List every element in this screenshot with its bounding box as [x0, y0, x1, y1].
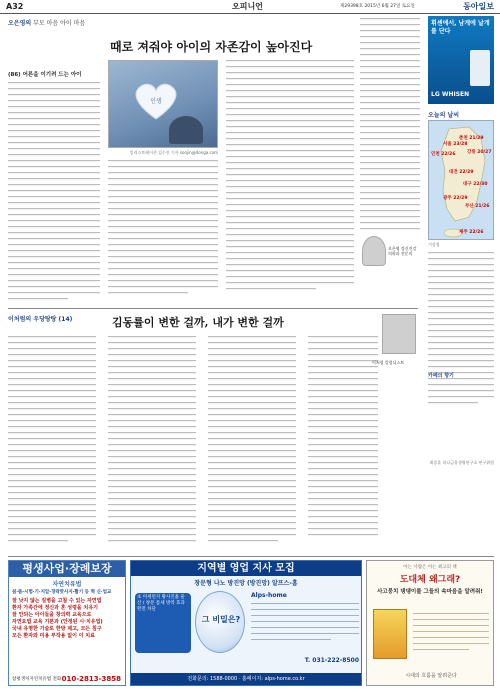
- photo-caption: 일러스트레이션 김수진 기자 soojin@donga.com: [129, 150, 218, 155]
- ad-left-org: 참평생처자연치유법 전화: [12, 677, 62, 682]
- ad-right-subtitle: 시대의 흐름을 알려준다: [405, 673, 457, 679]
- ad-text-lines: [251, 599, 359, 643]
- column2-kicker-text: 이처럼의 우당탕탕 (14): [8, 316, 73, 323]
- text-lines: [8, 336, 378, 552]
- ad-center-footer: 전화문의: 1588-0000 · 홈페이지: alps-home.co.kr: [131, 673, 361, 685]
- temp-seoul: 서울 23/28: [443, 142, 468, 147]
- weather-map: [428, 120, 494, 240]
- issue-info: 제29398호 2015년 6월 27일 토요일: [340, 4, 415, 9]
- ad-right-text: [413, 613, 489, 659]
- section-divider: [8, 308, 418, 309]
- right-column-label: 카페의 향기: [428, 373, 454, 379]
- article-illustration: [108, 60, 218, 148]
- ad-right-publisher: 아는 사람은 아는 최고의 책: [403, 565, 457, 570]
- ad-center-text: [251, 593, 359, 653]
- temp-gangneung: 강릉 20/27: [467, 150, 492, 155]
- newspaper-name: 동아일보: [463, 2, 494, 11]
- lg-ad-title: 휘센에서, 남게에 날개를 단다: [431, 20, 490, 35]
- ad-alps-home: [130, 560, 362, 686]
- temp-busan: 부산 21/26: [465, 204, 490, 209]
- column2-byline: 이처럼 칼럼니스트: [372, 360, 405, 365]
- ad-left-phone: 010-2813-3858: [61, 675, 121, 683]
- column2-kicker: [8, 314, 128, 323]
- text-lines: [8, 82, 100, 304]
- ad-center-bubble-text: 그 비밀은?: [201, 615, 241, 624]
- masthead: [0, 0, 500, 14]
- author-photo: [362, 236, 386, 266]
- author-byline: 오은영 정신건강의학과 전문의: [388, 246, 417, 256]
- ad-left-lead: 침·뜸·시험·기·지압·경락맛사지·활기 등 혁 신·업교: [12, 590, 112, 595]
- heart-shape: [131, 81, 181, 121]
- ad-text-lines: [413, 613, 489, 659]
- book-cover: [373, 609, 407, 659]
- aircon-image: [470, 50, 490, 86]
- ad-center-phone: T. 031-222-8500: [304, 657, 359, 664]
- column2-author-photo: [382, 314, 416, 354]
- ad-left-title: 평생사업·장례보장: [9, 561, 125, 577]
- photo-badge: 인생: [150, 98, 162, 105]
- child-silhouette: [169, 116, 203, 144]
- ad-center-copy: 초 미세먼지 황사진흙 물산 / 창문 틈새 방역 효과 완전 차단: [135, 593, 191, 653]
- article-headline: 때로 져줘야 아이의 자존감이 높아진다: [110, 40, 313, 54]
- article-body-col1c: [226, 60, 354, 300]
- right-column-body: [428, 252, 494, 422]
- temp-chuncheon: 춘천 21/29: [459, 136, 484, 141]
- ad-book: [366, 560, 494, 686]
- ad-left-item: 국내 유명한 기술로 한방 제고, 모든 침구: [12, 626, 102, 632]
- temp-daegu: 대구 22/30: [463, 182, 488, 187]
- temp-incheon: 인천 22/26: [431, 152, 456, 157]
- ad-center-bubble: [195, 591, 245, 653]
- ad-natural-healing: [8, 560, 126, 686]
- column-kicker: [8, 18, 138, 27]
- page-number: A32: [6, 2, 24, 11]
- text-lines: [428, 252, 494, 422]
- column2-headline: 김동률이 변한 걸까, 내가 변한 걸까: [112, 316, 284, 329]
- lg-ad-brand: LG WHISEN: [431, 91, 470, 98]
- temp-jeju: 제주 22/26: [459, 230, 484, 235]
- ad-left-item: 잘 낫지 않는 질병을 고칠 수 있는 자연법: [12, 598, 102, 604]
- article-body-col1: [8, 82, 100, 304]
- ad-center-subtitle: 창문형 나노 방진망 (방진망) 알프스-홈: [194, 580, 298, 587]
- section-title: 오피니언: [232, 2, 263, 11]
- ad-center-title: 지역별 영업 지사 모집: [131, 561, 361, 576]
- column2-body: [8, 336, 378, 552]
- right-column-byline: 최종훈 하나금융경영연구소 연구위원: [429, 460, 494, 465]
- ad-center-brand: Alps-home: [251, 592, 287, 599]
- temp-gwangju: 광주 22/29: [443, 196, 468, 201]
- ad-left-item: 자연요법 교육 기본과 (안정된 시·치유법): [12, 619, 103, 625]
- ad-left-item: 잘 안되는 아이들을 창의력 교육으로: [12, 612, 92, 618]
- article-body-col1d: [360, 18, 420, 308]
- subsection-label: (86) 어른을 이기려 드는 아이: [8, 72, 82, 78]
- ad-left-item: 모든 환자와 미용 부작용 없이 이 치료: [12, 633, 95, 639]
- article-body-col1b: [108, 160, 218, 300]
- ad-divider: [8, 556, 494, 557]
- ad-right-title: 도대체 왜그래?: [399, 575, 461, 585]
- text-lines: [108, 160, 218, 300]
- ad-left-item: 환자 가족간에 정신과 혼 성령을 치유기: [12, 605, 98, 611]
- lg-whisen-ad: [428, 16, 494, 104]
- text-lines: [226, 60, 354, 300]
- temp-daejeon: 대전 22/29: [449, 170, 474, 175]
- ad-left-subtitle: 자연치유법: [52, 581, 82, 588]
- weather-title: 오늘의 날씨: [428, 112, 460, 119]
- ad-right-line: 사고뭉치 댕댕이를 그들의 속마음을 알려줘!: [377, 589, 483, 595]
- weather-source: 기상청: [428, 242, 440, 247]
- kicker-author: 오은영의: [8, 20, 32, 27]
- kicker-series: 부모 마음 아이 마음: [33, 20, 86, 27]
